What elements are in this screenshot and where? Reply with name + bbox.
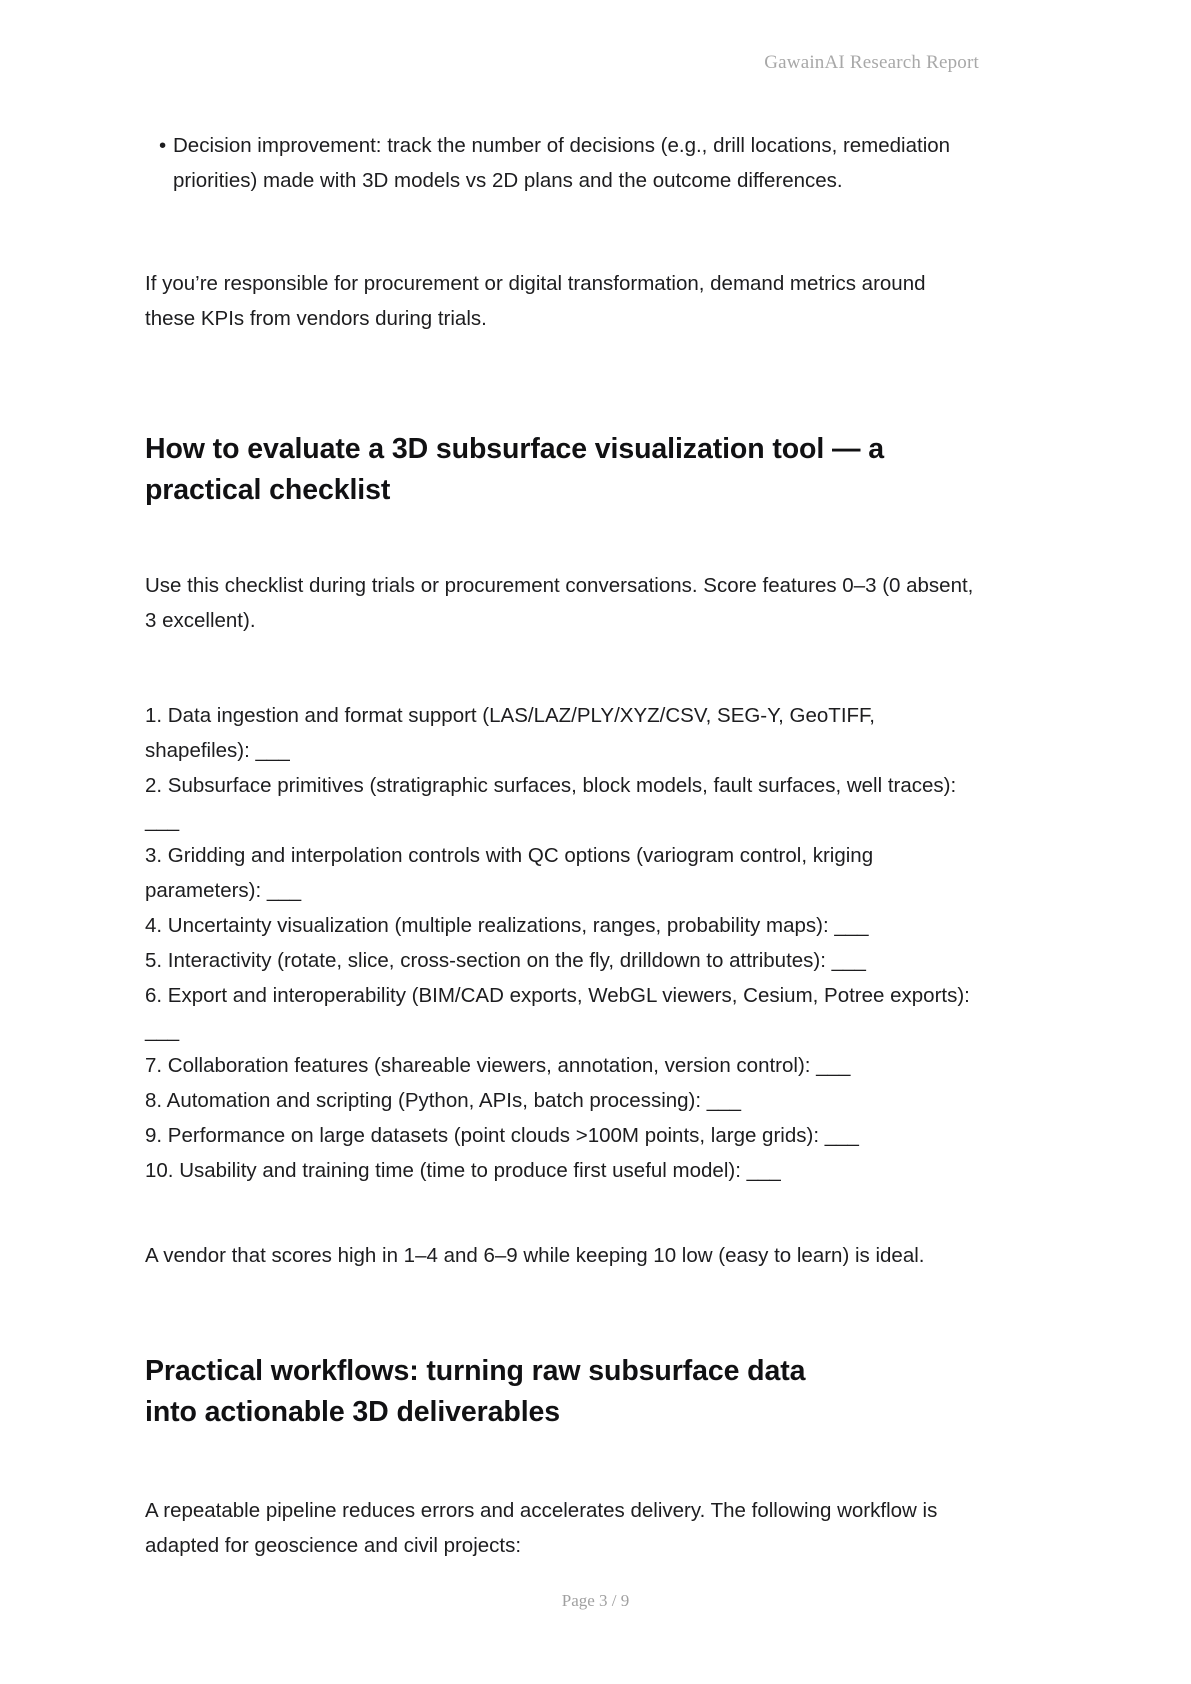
spacer (145, 1273, 975, 1351)
spacer (145, 511, 975, 568)
list-item: 2. Subsurface primitives (stratigraphic surfaces, block models, fault surfaces, well traces): ___ (145, 774, 957, 832)
list-item: 8. Automation and scripting (Python, APIs, batch processing): ___ (145, 1089, 741, 1112)
bullet-list (145, 128, 975, 198)
list-item: 3. Gridding and interpolation controls with QC options (variogram control, kriging parameters): ___ (145, 844, 874, 902)
spacer (145, 336, 975, 429)
intro-paragraph: If you’re responsible for procurement or digital transformation, demand metrics around these KPIs from vendors during trials. (145, 272, 926, 330)
spacer (145, 638, 975, 698)
list-item: 6. Export and interoperability (BIM/CAD exports, WebGL viewers, Cesium, Potree exports): ___ (145, 984, 970, 1042)
lead-paragraph: Use this checklist during trials or procurement conversations. Score features 0–3 (0 absent, 3 excellent). (145, 574, 974, 632)
spacer (145, 1188, 975, 1238)
list-item: 5. Interactivity (rotate, slice, cross-section on the fly, drilldown to attributes): ___ (145, 949, 866, 972)
running-header: GawainAI Research Report (764, 52, 979, 73)
page-content (145, 128, 975, 1563)
spacer (145, 198, 975, 266)
list-item: 4. Uncertainty visualization (multiple realizations, ranges, probability maps): ___ (145, 914, 869, 937)
bullet-text: Decision improvement: track the number of decisions (e.g., drill locations, remediation priorities) made with 3D models vs 2D plans and the outcome differences. (173, 134, 951, 192)
bullet-dot-icon: • (159, 134, 167, 157)
section-heading-workflows: Practical workflows: turning raw subsurface data into actionable 3D deliverables (145, 1355, 806, 1428)
page-footer: Page 3 / 9 (561, 1591, 630, 1610)
list-item (145, 128, 975, 198)
list-item: 1. Data ingestion and format support (LAS/LAZ/PLY/XYZ/CSV, SEG-Y, GeoTIFF, shapefiles): ___ (145, 704, 875, 762)
spacer (145, 1433, 975, 1493)
page-title: How to evaluate a 3D subsurface visualization tool — a practical checklist (145, 433, 884, 506)
vendor-paragraph: A vendor that scores high in 1–4 and 6–9 while keeping 10 low (easy to learn) is ideal. (145, 1244, 925, 1267)
checklist (145, 698, 975, 1188)
list-item: 7. Collaboration features (shareable viewers, annotation, version control): ___ (145, 1054, 851, 1077)
list-item: 9. Performance on large datasets (point clouds >100M points, large grids): ___ (145, 1124, 859, 1147)
closing-paragraph: A repeatable pipeline reduces errors and accelerates delivery. The following workflow is adapted for geoscience and civil projects: (145, 1499, 938, 1557)
list-item: 10. Usability and training time (time to produce first useful model): ___ (145, 1159, 781, 1182)
